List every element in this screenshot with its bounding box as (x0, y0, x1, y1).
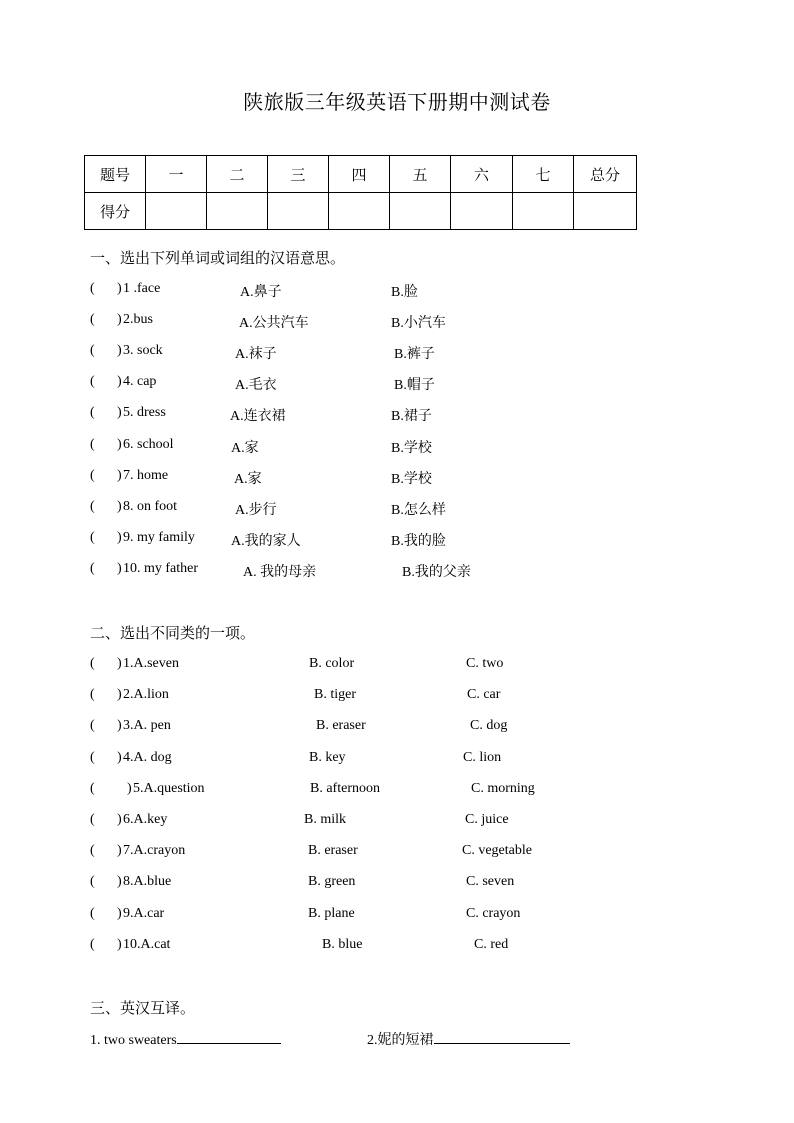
option-a: A.毛衣 (235, 378, 277, 393)
question-text: 8. on foot (123, 499, 178, 514)
section1-item (0, 405, 794, 425)
question-text: 2.A.lion (123, 687, 169, 702)
answer-paren-open: ( (90, 374, 95, 389)
option-c: C. morning (471, 781, 535, 796)
section2-item (0, 718, 794, 738)
score-cell[interactable] (329, 193, 390, 230)
section2-item (0, 656, 794, 676)
section2-item (0, 781, 794, 801)
question-text: 1.A.seven (123, 656, 179, 671)
option-a: A.鼻子 (240, 285, 282, 300)
answer-paren-close: ) (117, 937, 122, 952)
answer-paren-open: ( (90, 312, 95, 327)
score-cell[interactable] (390, 193, 451, 230)
score-cell[interactable] (146, 193, 207, 230)
answer-paren-close: ) (117, 656, 122, 671)
answer-paren-open: ( (90, 405, 95, 420)
answer-paren-open: ( (90, 750, 95, 765)
score-table-score-row (85, 193, 637, 230)
answer-paren-open: ( (90, 656, 95, 671)
option-a: A. 我的母亲 (243, 565, 317, 580)
option-c: C. crayon (466, 906, 521, 921)
score-header-cell: 六 (451, 156, 513, 193)
option-b: B. key (309, 750, 346, 765)
score-cell[interactable] (207, 193, 268, 230)
section3-heading: 三、英汉互译。 (90, 1001, 196, 1017)
question-text: 6.A.key (123, 812, 168, 827)
section2-heading: 二、选出不同类的一项。 (90, 626, 256, 642)
option-b: B.学校 (391, 441, 432, 456)
score-header-cell: 三 (268, 156, 329, 193)
answer-paren-open: ( (90, 906, 95, 921)
score-header-cell: 四 (329, 156, 390, 193)
score-header-cell: 二 (207, 156, 268, 193)
section1-item (0, 312, 794, 332)
option-b: B. eraser (308, 843, 358, 858)
option-b: B. milk (304, 812, 347, 827)
option-a: A.公共汽车 (239, 316, 309, 331)
question-text: 7. home (123, 468, 169, 483)
answer-paren-open: ( (90, 437, 95, 452)
translation-prompt: 1. two sweaters (90, 1033, 177, 1048)
option-a: A.袜子 (235, 347, 277, 362)
score-header-cell: 七 (513, 156, 574, 193)
section2-item (0, 843, 794, 863)
option-b: B. green (308, 874, 356, 889)
answer-paren-close: ) (117, 750, 122, 765)
question-text: 6. school (123, 437, 174, 452)
section1-item (0, 281, 794, 301)
option-a: A.家 (234, 472, 262, 487)
section2-item (0, 937, 794, 957)
section1-item (0, 530, 794, 550)
option-b: B.脸 (391, 285, 418, 300)
answer-paren-close: ) (117, 343, 122, 358)
option-a: A.连衣裙 (230, 409, 286, 424)
score-header-cell: 五 (390, 156, 451, 193)
option-b: B.学校 (391, 472, 432, 487)
answer-paren-open: ( (90, 499, 95, 514)
answer-paren-open: ( (90, 781, 95, 796)
answer-paren-open: ( (90, 561, 95, 576)
translation-item-2 (367, 1029, 570, 1049)
answer-paren-open: ( (90, 530, 95, 545)
translation-item-1 (90, 1029, 281, 1049)
section2-item (0, 874, 794, 894)
option-b: B. color (309, 656, 355, 671)
answer-paren-open: ( (90, 874, 95, 889)
option-b: B.裙子 (391, 409, 432, 424)
score-header-cell: 总分 (574, 156, 637, 193)
question-text: 2.bus (123, 312, 153, 327)
answer-paren-open: ( (90, 937, 95, 952)
answer-paren-close: ) (117, 530, 122, 545)
score-cell[interactable] (574, 193, 637, 230)
question-text: 10. my father (123, 561, 199, 576)
option-b: B.裤子 (394, 347, 435, 362)
answer-paren-close: ) (117, 374, 122, 389)
answer-paren-close: ) (117, 561, 122, 576)
answer-paren-open: ( (90, 687, 95, 702)
section2-item (0, 906, 794, 926)
option-c: C. juice (465, 812, 509, 827)
answer-paren-close: ) (117, 281, 122, 296)
option-b: B. eraser (316, 718, 366, 733)
answer-blank[interactable] (434, 1029, 570, 1044)
option-b: B. afternoon (310, 781, 380, 796)
section1-item (0, 561, 794, 581)
answer-paren-close: ) (117, 812, 122, 827)
question-text: 4.A. dog (123, 750, 172, 765)
question-text: 8.A.blue (123, 874, 172, 889)
page-title: 陕旅版三年级英语下册期中测试卷 (243, 92, 551, 114)
option-b: B.怎么样 (391, 503, 446, 518)
answer-paren-close: ) (117, 499, 122, 514)
question-text: 7.A.crayon (123, 843, 186, 858)
score-table (84, 155, 637, 230)
option-a: A.步行 (235, 503, 277, 518)
question-text: 5.A.question (133, 781, 205, 796)
section1-item (0, 374, 794, 394)
score-cell[interactable] (451, 193, 513, 230)
answer-paren-close: ) (117, 718, 122, 733)
question-text: 1 .face (123, 281, 161, 296)
section1-item (0, 437, 794, 457)
option-c: C. vegetable (462, 843, 532, 858)
answer-paren-open: ( (90, 343, 95, 358)
section2-item (0, 812, 794, 832)
score-header-cell: 一 (146, 156, 207, 193)
answer-paren-open: ( (90, 843, 95, 858)
answer-paren-open: ( (90, 468, 95, 483)
option-a: A.家 (231, 441, 259, 456)
question-text: 4. cap (123, 374, 157, 389)
question-text: 5. dress (123, 405, 166, 420)
answer-paren-close: ) (117, 687, 122, 702)
option-b: B. plane (308, 906, 355, 921)
option-b: B. blue (322, 937, 363, 952)
question-text: 9.A.car (123, 906, 165, 921)
question-text: 9. my family (123, 530, 195, 545)
option-c: C. seven (466, 874, 515, 889)
option-b: B.我的父亲 (402, 565, 471, 580)
option-c: C. red (474, 937, 509, 952)
answer-paren-close: ) (117, 437, 122, 452)
score-cell[interactable] (513, 193, 574, 230)
score-header-cell: 题号 (85, 156, 146, 193)
option-b: B. tiger (314, 687, 356, 702)
answer-paren-close: ) (117, 874, 122, 889)
option-b: B.帽子 (394, 378, 435, 393)
section2-item (0, 750, 794, 770)
section3-row (0, 1029, 794, 1049)
section2-item (0, 687, 794, 707)
section1-item (0, 343, 794, 363)
option-c: C. lion (463, 750, 502, 765)
option-b: B.小汽车 (391, 316, 446, 331)
answer-paren-close: ) (117, 405, 122, 420)
question-text: 3. sock (123, 343, 163, 358)
score-cell[interactable] (268, 193, 329, 230)
score-row-label: 得分 (85, 193, 146, 230)
question-text: 3.A. pen (123, 718, 171, 733)
option-c: C. dog (470, 718, 508, 733)
answer-paren-open: ( (90, 718, 95, 733)
answer-paren-close: ) (117, 843, 122, 858)
section1-heading: 一、选出下列单词或词组的汉语意思。 (90, 251, 346, 267)
translation-prompt: 2.妮的短裙 (367, 1033, 434, 1048)
section1-item (0, 499, 794, 519)
option-a: A.我的家人 (231, 534, 301, 549)
answer-paren-close: ) (127, 781, 132, 796)
option-b: B.我的脸 (391, 534, 446, 549)
answer-paren-open: ( (90, 812, 95, 827)
answer-paren-close: ) (117, 468, 122, 483)
answer-paren-close: ) (117, 906, 122, 921)
answer-paren-open: ( (90, 281, 95, 296)
score-table-header-row (85, 156, 637, 193)
question-text: 10.A.cat (123, 937, 171, 952)
option-c: C. two (466, 656, 504, 671)
section1-item (0, 468, 794, 488)
option-c: C. car (467, 687, 501, 702)
answer-blank[interactable] (177, 1029, 281, 1044)
answer-paren-close: ) (117, 312, 122, 327)
